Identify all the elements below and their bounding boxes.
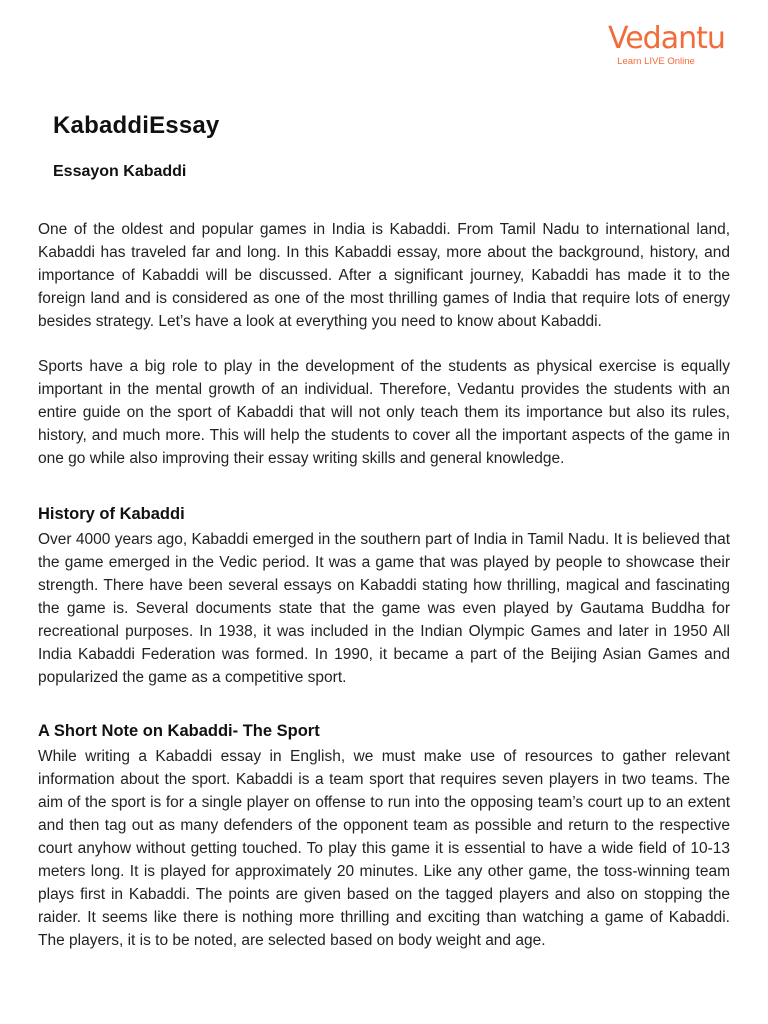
logo-wordmark: Vedantu: [608, 21, 725, 56]
logo-tagline: Learn LIVE Online: [617, 56, 695, 67]
vedantu-logo: [608, 21, 725, 68]
intro-paragraph-2: Sports have a big role to play in the development of the students as physical exercise is equally important in the mental growth of an individual. Therefore, Vedantu provides the students with an entire guide on the sport of Kabaddi that will not only teach them its importance but also its rules, history, and much more. This will help the students to cover all the important aspects of the game in one go while also improving their essay writing skills and general knowledge.: [38, 358, 730, 467]
essay-body: [38, 218, 730, 952]
short-note-paragraph: While writing a Kabaddi essay in English, we must make use of resources to gather relevant information about the sport. Kabaddi is a team sport that requires seven players in two teams. The aim of the sport is for a single player on offense to run into the opposing team’s court up to an extent and then tag out as many defenders of the opponent team as possible and return to the respective court anyhow without getting touched. To play this game it is essential to have a wide field of 10-13 meters long. It is played for approximately 20 minutes. Like any other game, the toss-winning team plays first in Kabaddi. The points are given based on the tagged players and also on stopping the raider. It seems like there is nothing more thrilling and exciting than watching a game of Kabaddi. The players, it is to be noted, are selected based on body weight and age.: [38, 748, 730, 949]
short-note-heading: A Short Note on Kabaddi- The Sport: [38, 722, 320, 740]
page-title: KabaddiEssay: [53, 112, 220, 139]
history-paragraph: Over 4000 years ago, Kabaddi emerged in the southern part of India in Tamil Nadu. It is believed that the game emerged in the Vedic period. It was a game that was played by people to showcase their strength. There have been several essays on Kabaddi stating how thrilling, magical and fascinating the game is. Several documents state that the game was even played by Gautama Buddha for recreational purposes. In 1938, it was included in the Indian Olympic Games and later in 1950 All India Kabaddi Federation was formed. In 1990, it became a part of the Beijing Asian Games and popularized the game as a competitive sport.: [38, 531, 730, 686]
page-subtitle: Essayon Kabaddi: [53, 163, 187, 180]
history-heading: History of Kabaddi: [38, 505, 185, 523]
intro-paragraph-1: One of the oldest and popular games in India is Kabaddi. From Tamil Nadu to international land, Kabaddi has traveled far and long. In this Kabaddi essay, more about the background, history, and importance of Kabaddi will be discussed. After a significant journey, Kabaddi has made it to the foreign land and is considered as one of the most thrilling games of India that require lots of energy besides strategy. Let’s have a look at everything you need to know about Kabaddi.: [38, 221, 730, 330]
